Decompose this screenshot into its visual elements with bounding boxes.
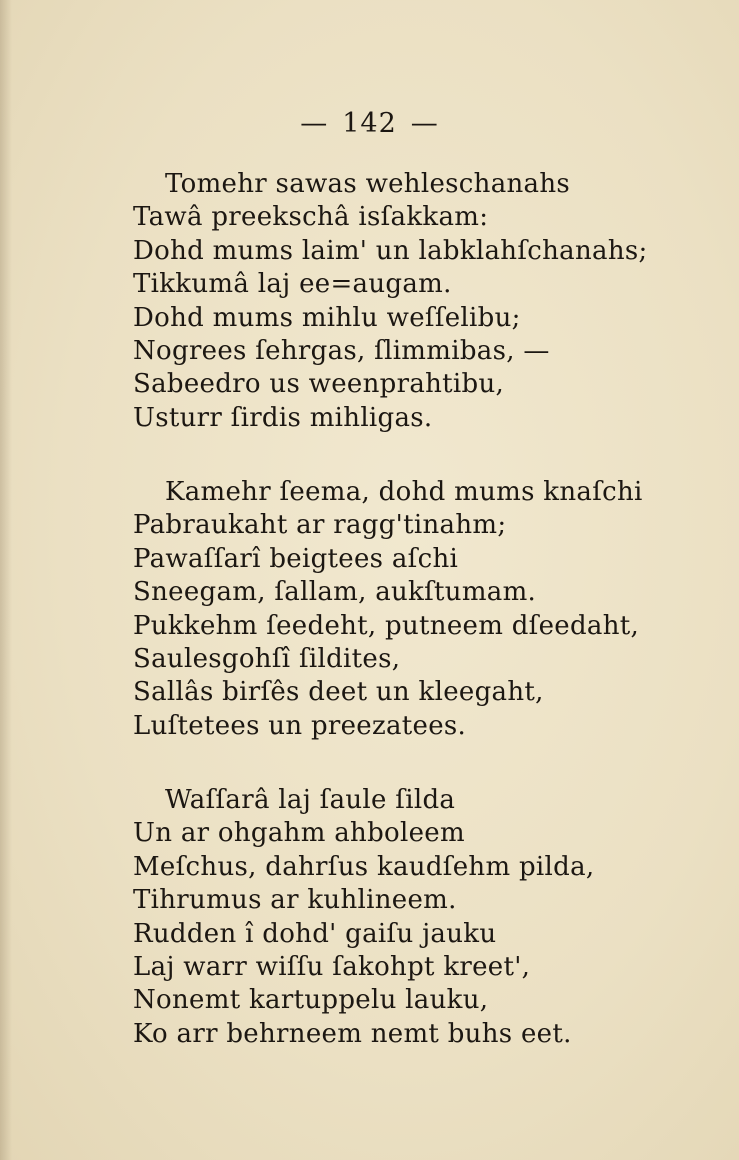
page-number-dash-right: — — [410, 108, 439, 139]
verse-line: Tihrumus ar kuhlineem. — [133, 885, 457, 916]
verse-line: Usturr ſirdis mihligas. — [133, 402, 433, 433]
verse-line: Dohd mums mihlu weſſelibu; — [133, 302, 521, 333]
page-edge-shadow — [0, 0, 12, 1160]
page-number-dash-left: — — [300, 108, 329, 139]
page-number-value: 142 — [342, 108, 397, 139]
stanza-1 — [133, 168, 693, 435]
verse-line: Tikkumâ laj ee=augam. — [133, 269, 452, 300]
verse-line: Nonemt kartuppelu lauku, — [133, 985, 489, 1016]
verse-line: Tawâ preekschâ isſakkam: — [133, 202, 489, 233]
verse-line: Waſſarâ laj ſaule ſilda — [165, 785, 456, 815]
verse-line: Un ar ohgahm ahboleem — [133, 818, 465, 849]
verse-line: Tomehr sawas wehleschanahs — [165, 169, 571, 199]
verse-line: Pawaſſarî beigtees aſchi — [133, 543, 459, 574]
verse-line: Kamehr ſeema, dohd mums knaſchi — [165, 477, 643, 507]
page-number — [0, 108, 739, 139]
verse-line: Luſtetees un preezatees. — [133, 710, 467, 741]
verse-line: Rudden î dohd' gaiſu jauku — [133, 918, 497, 949]
verse-line: Meſchus, dahrſus kaudſehm pilda, — [133, 851, 595, 882]
verse-line: Ko arr behrneem nemt buhs eet. — [133, 1018, 572, 1049]
verse-line: Sallâs birſês deet un kleegaht, — [133, 677, 544, 708]
verse-line: Pabraukaht ar ragg'tinahm; — [133, 510, 507, 541]
stanza-3 — [133, 784, 693, 1051]
verse-line: Nogrees ſehrgas, ſlimmibas, — — [133, 336, 550, 367]
verse-line: Saulesgohſî ſildites, — [133, 644, 401, 675]
stanza-2 — [133, 476, 693, 743]
verse-line: Sabeedro us weenprahtibu, — [133, 369, 505, 400]
verse-line: Sneegam, ſallam, aukſtumam. — [133, 577, 537, 608]
verse-line: Dohd mums laim' un labklahſchanahs; — [133, 235, 648, 266]
verse-line: Laj warr wiſſu ſakohpt kreet', — [133, 952, 531, 983]
verse-line: Pukkehm ſeedeht, putneem dſeedaht, — [133, 610, 640, 641]
